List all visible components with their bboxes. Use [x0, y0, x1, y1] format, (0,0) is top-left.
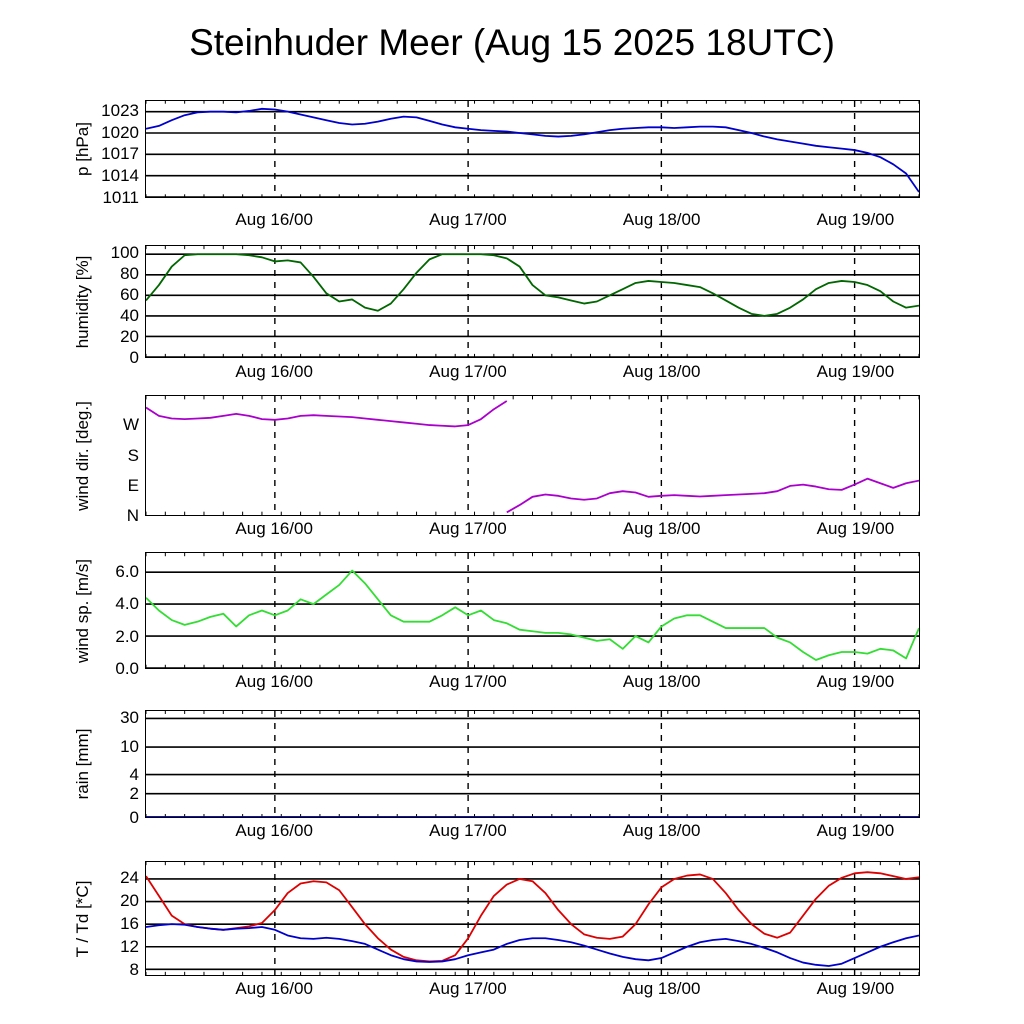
y-tick-label: 2: [129, 784, 139, 804]
y-tick-label: 1020: [101, 122, 139, 142]
x-tick-label: Aug 19/00: [816, 362, 895, 381]
x-tick-label: Aug 19/00: [816, 979, 895, 998]
y-axis-label: rain [mm]: [73, 728, 92, 800]
y-tick-label: W: [122, 415, 139, 435]
y-tick-label: 100: [110, 243, 139, 263]
x-tick-label: Aug 19/00: [816, 821, 895, 840]
page-title: Steinhuder Meer (Aug 15 2025 18UTC): [189, 22, 835, 63]
y-tick-label: 1023: [101, 100, 139, 120]
y-tick-label: 4.0: [115, 594, 139, 613]
plot-area-wind-speed: [145, 552, 920, 669]
y-axis-label: humidity [%]: [73, 255, 92, 348]
x-tick-label: Aug 17/00: [429, 672, 507, 691]
chart-svg-temperature-and-dewpoint: [146, 862, 919, 975]
x-tick-label: Aug 19/00: [816, 519, 895, 538]
y-tick-label: 1014: [101, 166, 139, 186]
x-tick-label: Aug 16/00: [235, 979, 313, 998]
x-tick-label: Aug 16/00: [235, 519, 313, 538]
y-tick-label: 16: [120, 914, 139, 934]
x-tick-label: Aug 16/00: [235, 210, 313, 229]
chart-svg-wind-direction: [146, 396, 919, 515]
x-tick-label: Aug 17/00: [429, 210, 507, 229]
y-tick-label: E: [127, 475, 139, 495]
y-tick-label: 60: [120, 285, 139, 305]
y-tick-label: 20: [120, 891, 139, 911]
chart-svg-rain: [146, 711, 919, 817]
y-axis-label: wind sp. [m/s]: [73, 558, 92, 663]
x-tick-label: Aug 18/00: [622, 362, 701, 381]
x-tick-label: Aug 16/00: [235, 672, 313, 691]
y-tick-label: 12: [120, 937, 139, 957]
y-tick-label: 24: [120, 868, 139, 888]
plot-area-humidity: [145, 245, 920, 358]
x-tick-label: Aug 18/00: [622, 821, 701, 840]
plot-area-wind-direction: [145, 395, 920, 516]
y-tick-label: 1011: [102, 188, 139, 207]
x-tick-label: Aug 17/00: [429, 821, 507, 840]
y-tick-label: 0: [129, 348, 139, 367]
chart-svg-humidity: [146, 246, 919, 357]
y-axis-label: p [hPa]: [73, 122, 92, 176]
plot-area-pressure: [145, 100, 920, 198]
chart-svg-wind-speed: [146, 553, 919, 668]
y-tick-label: 2.0: [115, 626, 139, 646]
y-tick-label: 30: [120, 707, 139, 727]
x-tick-label: Aug 16/00: [235, 821, 313, 840]
y-tick-label: 40: [120, 306, 139, 326]
x-tick-label: Aug 17/00: [429, 362, 507, 381]
x-tick-label: Aug 18/00: [622, 519, 701, 538]
x-tick-label: Aug 19/00: [816, 210, 895, 229]
x-tick-label: Aug 16/00: [235, 362, 313, 381]
y-tick-label: N: [126, 506, 139, 525]
x-tick-label: Aug 18/00: [622, 979, 701, 998]
y-axis-label: T / Td [*C]: [73, 880, 92, 957]
y-tick-label: 0: [129, 808, 139, 827]
y-tick-label: 4: [129, 764, 139, 784]
y-tick-label: 8: [129, 960, 139, 980]
y-tick-label: 6.0: [115, 561, 139, 581]
y-tick-label: 0.0: [115, 659, 139, 678]
y-tick-label: 1017: [101, 144, 139, 164]
x-tick-label: Aug 18/00: [622, 210, 701, 229]
x-tick-label: Aug 17/00: [429, 979, 507, 998]
x-tick-label: Aug 19/00: [816, 672, 895, 691]
chart-svg-pressure: [146, 101, 919, 197]
y-axis-label: wind dir. [deg.]: [73, 400, 92, 511]
plot-area-temperature-and-dewpoint: [145, 861, 920, 976]
x-tick-label: Aug 18/00: [622, 672, 701, 691]
plot-area-rain: [145, 710, 920, 818]
y-tick-label: 80: [120, 264, 139, 284]
y-tick-label: S: [127, 445, 139, 465]
y-tick-label: 10: [120, 736, 139, 756]
x-tick-label: Aug 17/00: [429, 519, 507, 538]
y-tick-label: 20: [120, 327, 139, 347]
